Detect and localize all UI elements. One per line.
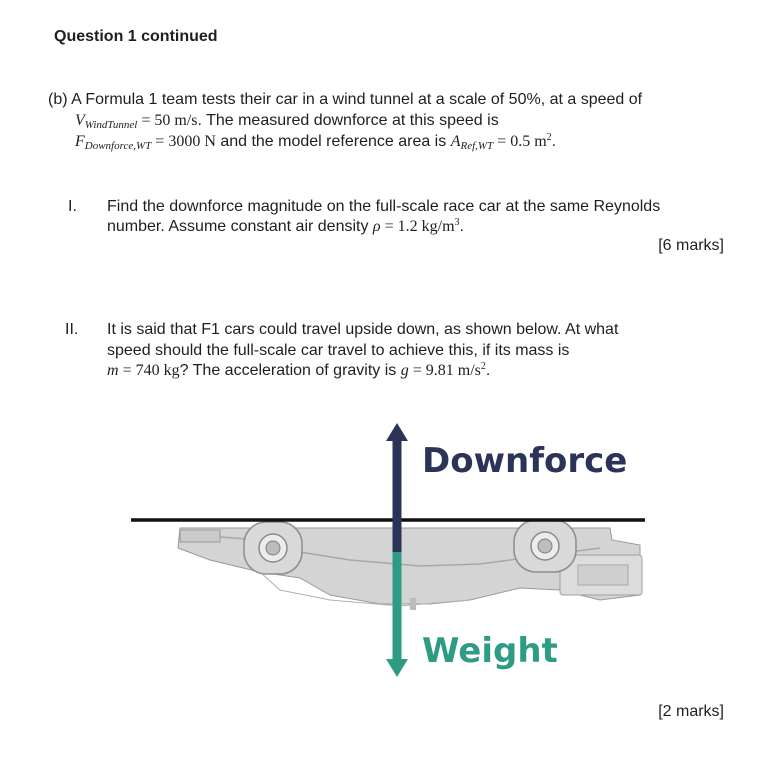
- weight-label: Weight: [422, 631, 558, 671]
- question-i-numeral: I.: [68, 198, 77, 215]
- question-ii-line1: It is said that F1 cars could travel upside down, as shown below. At what: [107, 321, 619, 338]
- question-i-line2: number. Assume constant air density ρ = 1.2 $kg/m^3$.: [107, 217, 464, 235]
- downforce-equation: FDownforce,WT = 3000 N: [75, 133, 216, 152]
- question-ii-numeral: II.: [65, 321, 79, 338]
- rear-wheel: [514, 520, 576, 572]
- question-ii-line3: m = 740 kg? The acceleration of gravity is g = 9.81 $m/s^2$.: [107, 361, 491, 379]
- part-b-line3: FDownforce,WT = 3000 N and the model reference area is ARef,WT = 0.5 $m^2$.: [75, 132, 557, 152]
- question-i-line1: Find the downforce magnitude on the full-scale race car at the same Reynolds: [107, 198, 661, 215]
- part-b-line1: (b) A Formula 1 team tests their car in a wind tunnel at a scale of 50%, at a speed of: [48, 91, 643, 108]
- air-density-equation: ρ = 1.2 $kg/m^3$: [372, 217, 460, 235]
- question-ii-line2: speed should the full-scale car travel to achieve this, if its mass is: [107, 342, 570, 359]
- downforce-label: Downforce: [422, 441, 628, 481]
- wind-tunnel-speed-equation: VWindTunnel = 50 m/s: [75, 112, 198, 131]
- page-heading: Question 1 continued: [54, 28, 218, 45]
- reference-area-equation: ARef,WT = 0.5 $m^2$: [450, 132, 552, 152]
- f1-car-image: [178, 520, 642, 610]
- front-wheel: [244, 522, 302, 574]
- question-i-marks: [6 marks]: [658, 237, 724, 254]
- gravity-equation: g = 9.81 $m/s^2$: [400, 361, 486, 379]
- mass-equation: m = 740 kg: [107, 362, 180, 379]
- question-ii-marks: [2 marks]: [658, 703, 724, 720]
- part-b-line2: VWindTunnel = 50 m/s. The measured downforce at this speed is: [75, 112, 499, 131]
